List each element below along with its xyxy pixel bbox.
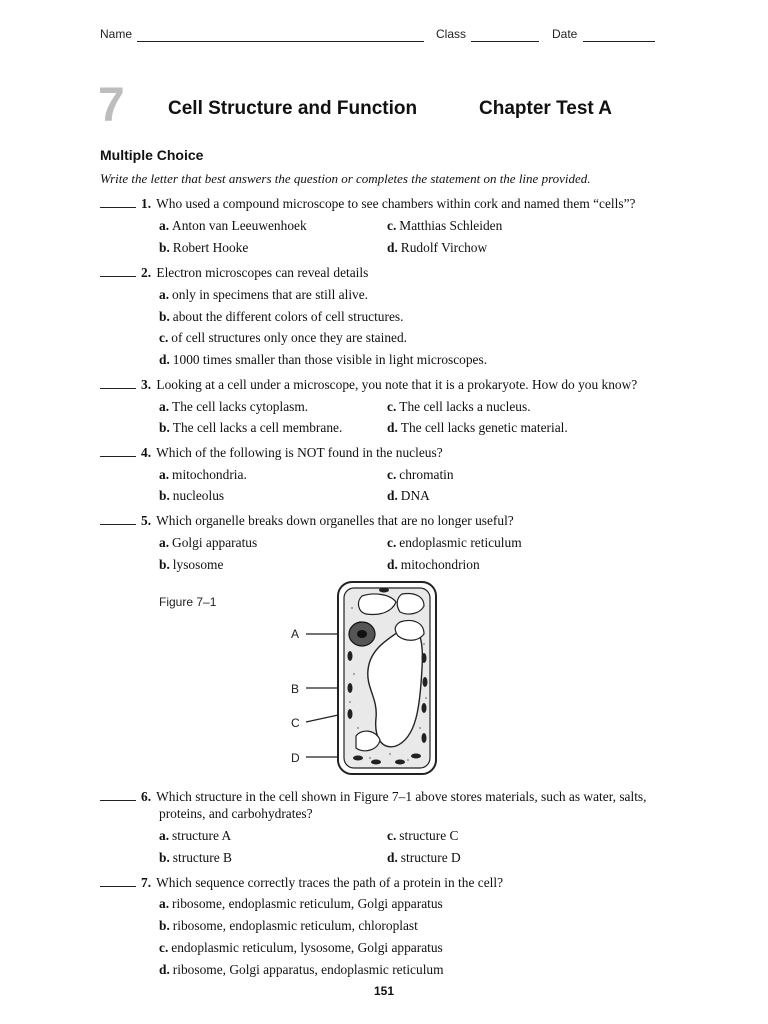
question-1: 1. Who used a compound microscope to see chambers within cork and named them “cells”?	[100, 196, 635, 212]
option: d. Rudolf Virchow	[387, 240, 488, 255]
option: a. ribosome, endoplasmic reticulum, Golgi apparatus	[159, 896, 443, 911]
answer-blank[interactable]	[100, 446, 136, 457]
option: c. structure C	[387, 828, 459, 843]
option: c. endoplasmic reticulum, lysosome, Golgi apparatus	[159, 940, 443, 955]
section-instructions: Write the letter that best answers the question or completes the statement on the line provided.	[100, 171, 591, 186]
option: a. only in specimens that are still alive.	[159, 287, 369, 302]
option: d. The cell lacks genetic material.	[387, 420, 568, 435]
option: b. The cell lacks a cell membrane.	[159, 420, 343, 435]
section-heading: Multiple Choice	[100, 147, 204, 163]
question-6-continued: proteins, and carbohydrates?	[159, 806, 313, 821]
plant-cell-diagram	[300, 578, 450, 778]
question-5: 5. Which organelle breaks down organelles that are no longer useful?	[100, 513, 514, 529]
option: d. ribosome, Golgi apparatus, endoplasmic reticulum	[159, 962, 444, 977]
figure-label-a: A	[291, 627, 300, 641]
question-3: 3. Looking at a cell under a microscope, you note that it is a prokaryote. How do you know?	[100, 377, 637, 393]
option: d. 1000 times smaller than those visible in light microscopes.	[159, 352, 488, 367]
option: b. lysosome	[159, 557, 224, 572]
chapter-title: Cell Structure and Function	[168, 98, 418, 119]
option: c. Matthias Schleiden	[387, 218, 503, 233]
answer-blank[interactable]	[100, 378, 136, 389]
option: a. Golgi apparatus	[159, 535, 258, 550]
answer-blank[interactable]	[100, 266, 136, 277]
option: b. structure B	[159, 850, 232, 865]
chapter-test-label: Chapter Test A	[479, 98, 613, 119]
option: d. structure D	[387, 850, 461, 865]
vacuole	[397, 594, 424, 615]
option: a. The cell lacks cytoplasm.	[159, 399, 309, 414]
option: d. mitochondrion	[387, 557, 480, 572]
chapter-number: 7	[98, 79, 125, 132]
option: a. mitochondria.	[159, 467, 247, 482]
question-2: 2. Electron microscopes can reveal details	[100, 265, 368, 281]
date-label: Date	[552, 27, 578, 41]
name-line[interactable]	[137, 41, 424, 42]
figure-label-d: D	[291, 751, 300, 765]
option: a. Anton van Leeuwenhoek	[159, 218, 307, 233]
option: b. nucleolus	[159, 488, 225, 503]
answer-blank[interactable]	[100, 876, 136, 887]
figure-label-b: B	[291, 682, 300, 696]
date-line[interactable]	[583, 41, 655, 42]
class-label: Class	[436, 27, 467, 41]
answer-blank[interactable]	[100, 514, 136, 525]
page-number: 151	[373, 984, 395, 998]
vacuole	[395, 621, 424, 641]
question-7: 7. Which sequence correctly traces the path of a protein in the cell?	[100, 875, 503, 891]
class-line[interactable]	[471, 41, 539, 42]
option: d. DNA	[387, 488, 430, 503]
answer-blank[interactable]	[100, 197, 136, 208]
option: b. about the different colors of cell structures.	[159, 309, 404, 324]
question-6: 6. Which structure in the cell shown in Figure 7–1 above stores materials, such as water, salts,	[100, 789, 646, 805]
nucleolus	[357, 630, 367, 638]
question-4: 4. Which of the following is NOT found in the nucleus?	[100, 445, 443, 461]
option: a. structure A	[159, 828, 232, 843]
option: b. ribosome, endoplasmic reticulum, chloroplast	[159, 918, 418, 933]
figure-caption: Figure 7–1	[159, 595, 217, 609]
option: c. of cell structures only once they are stained.	[159, 330, 408, 345]
option: c. The cell lacks a nucleus.	[387, 399, 531, 414]
name-label: Name	[100, 27, 133, 41]
figure-label-c: C	[291, 716, 300, 730]
option: c. chromatin	[387, 467, 454, 482]
answer-blank[interactable]	[100, 790, 136, 801]
option: b. Robert Hooke	[159, 240, 249, 255]
option: c. endoplasmic reticulum	[387, 535, 522, 550]
